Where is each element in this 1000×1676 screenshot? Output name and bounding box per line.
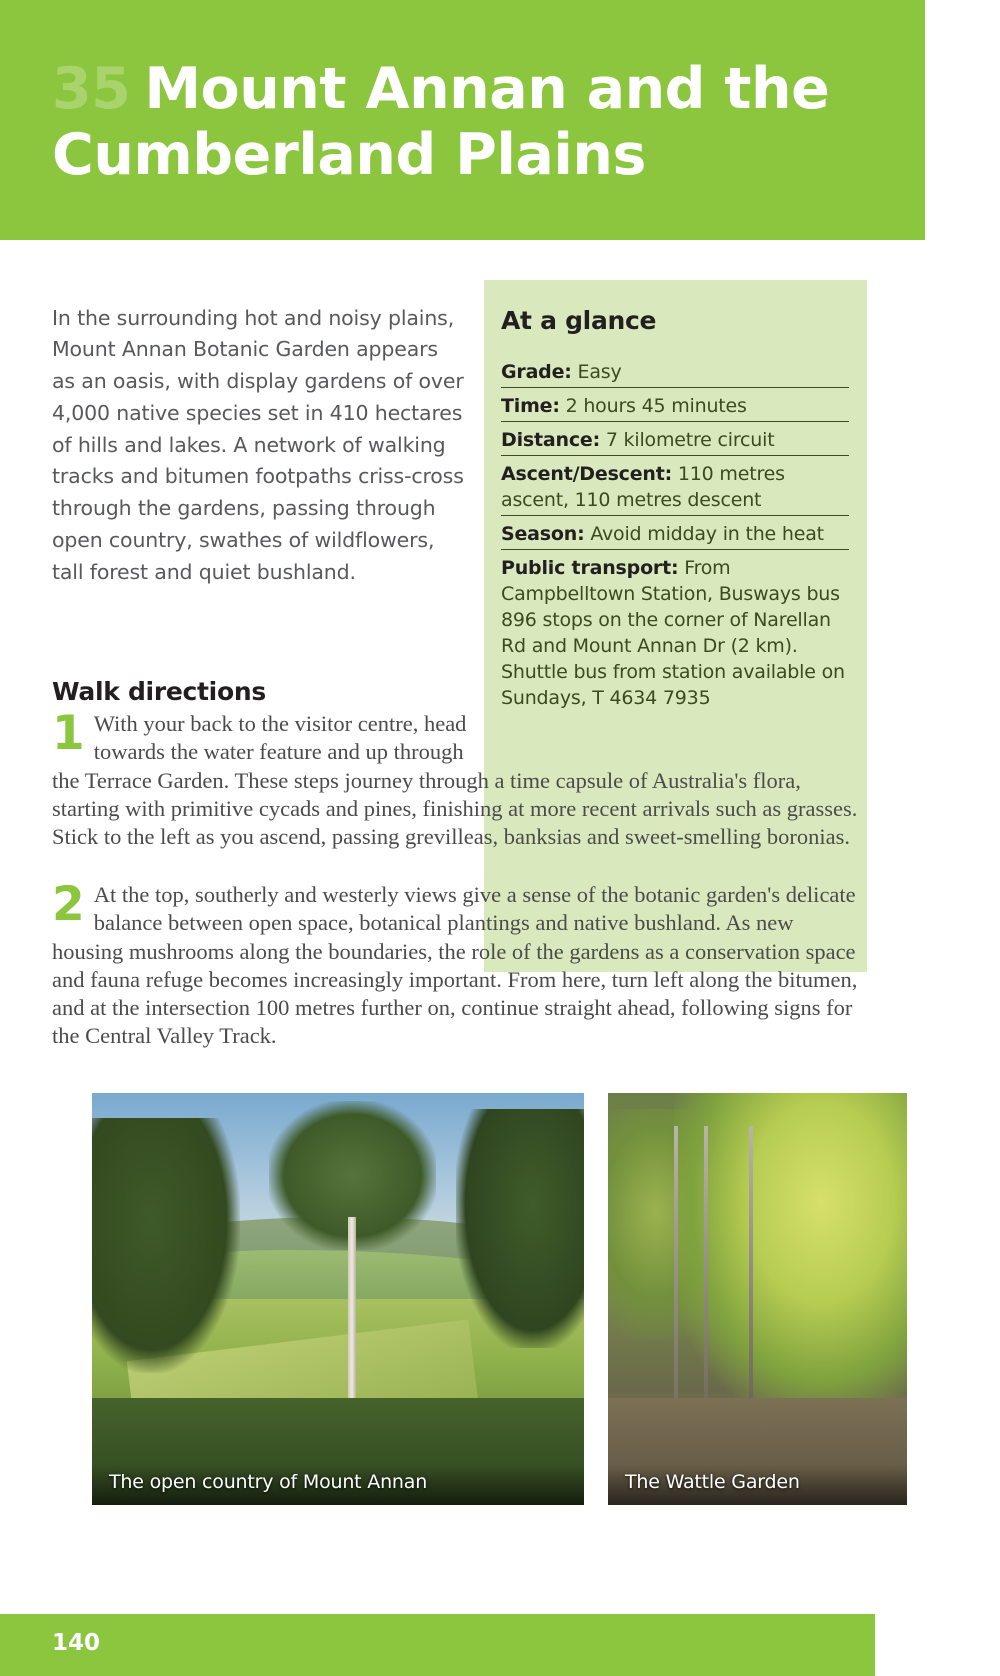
glance-value-ascent-descent: 110 metres ascent, 110 metres descent: [501, 463, 785, 511]
glance-label-grade: Grade:: [501, 361, 572, 383]
wattle-photo-trunk-3: [749, 1126, 753, 1398]
photo-wattle-garden: [608, 1093, 907, 1505]
glance-row-time: [501, 393, 849, 422]
walk-number: 35: [52, 56, 131, 122]
glance-value-public-transport: From Campbelltown Station, Busways bus 896 stops on the corner of Narellan Rd and Mount Annan Dr (2 km). Shuttle bus from station available on Sundays, T 4634 7935: [501, 557, 845, 709]
glance-value-time: 2 hours 45 minutes: [565, 395, 747, 417]
photo-caption-wattle-garden: The Wattle Garden: [608, 1465, 907, 1505]
wattle-photo-trunk-1: [674, 1126, 678, 1439]
walk-step-2: [52, 877, 867, 1051]
photo-left-tree: [92, 1118, 240, 1373]
page-title: [52, 56, 892, 188]
glance-label-distance: Distance:: [501, 429, 600, 451]
walk-step-1: [52, 706, 867, 851]
walk-title-text: Mount Annan and the Cumberland Plains: [52, 56, 830, 188]
walk-step-2-number: 2: [52, 877, 85, 932]
glance-label-ascent-descent: Ascent/Descent:: [501, 463, 673, 485]
page-footer-bar: [0, 1614, 875, 1676]
intro-paragraph: In the surrounding hot and noisy plains, Mount Annan Botanic Garden appears as an oasis, with display gardens of over 4,000 native species set in 410 hectares of hills and lakes. A network of walking tracks and bitumen footpaths criss-cross through the gardens, passing through open country, swathes of wildflowers, tall forest and quiet bushland.: [52, 305, 464, 584]
glance-row-ascent-descent: [501, 461, 849, 516]
wattle-photo-trunk-2: [704, 1126, 708, 1414]
wattle-photo-foliage-main: [674, 1093, 907, 1406]
glance-label-public-transport: Public transport:: [501, 557, 679, 579]
glance-row-public-transport: [501, 555, 849, 713]
glance-row-season: [501, 521, 849, 550]
page-number: 140: [52, 1630, 101, 1656]
walk-directions-heading: Walk directions: [52, 676, 266, 706]
photo-row: [0, 1077, 1000, 1493]
photo-open-country: [92, 1093, 584, 1505]
glance-row-grade: [501, 359, 849, 388]
walk-step-1-text: With your back to the visitor centre, head towards the water feature and up through the Terrace Garden. These steps journey through a time capsule of Australia's flora, starting with primitive cycads and pines, finishing at more recent arrivals such as grasses. Stick to the left as you ascend, passing grevilleas, banksias and sweet-smelling boronias.: [52, 711, 858, 850]
glance-label-season: Season:: [501, 523, 585, 545]
glance-value-grade: Easy: [577, 361, 622, 383]
photo-right-tree: [456, 1109, 584, 1348]
glance-row-distance: [501, 427, 849, 456]
walk-step-1-number: 1: [52, 706, 85, 761]
at-a-glance-box: [484, 280, 867, 972]
at-a-glance-title: At a glance: [501, 306, 657, 335]
glance-value-season: Avoid midday in the heat: [590, 523, 824, 545]
walk-step-2-text: At the top, southerly and westerly views give a sense of the botanic garden's delicate balance between open space, botanical plantings and native bushland. As new housing mushrooms along the boundaries, the role of the gardens as a conservation space and fauna refuge becomes increasingly important. From here, turn left along the bitumen, and at the intersection 100 metres further on, continue straight ahead, following signs for the Central Valley Track.: [52, 882, 858, 1049]
photo-caption-open-country: The open country of Mount Annan: [92, 1465, 584, 1505]
glance-value-distance: 7 kilometre circuit: [605, 429, 775, 451]
page-header-banner: [0, 0, 925, 240]
glance-label-time: Time:: [501, 395, 560, 417]
